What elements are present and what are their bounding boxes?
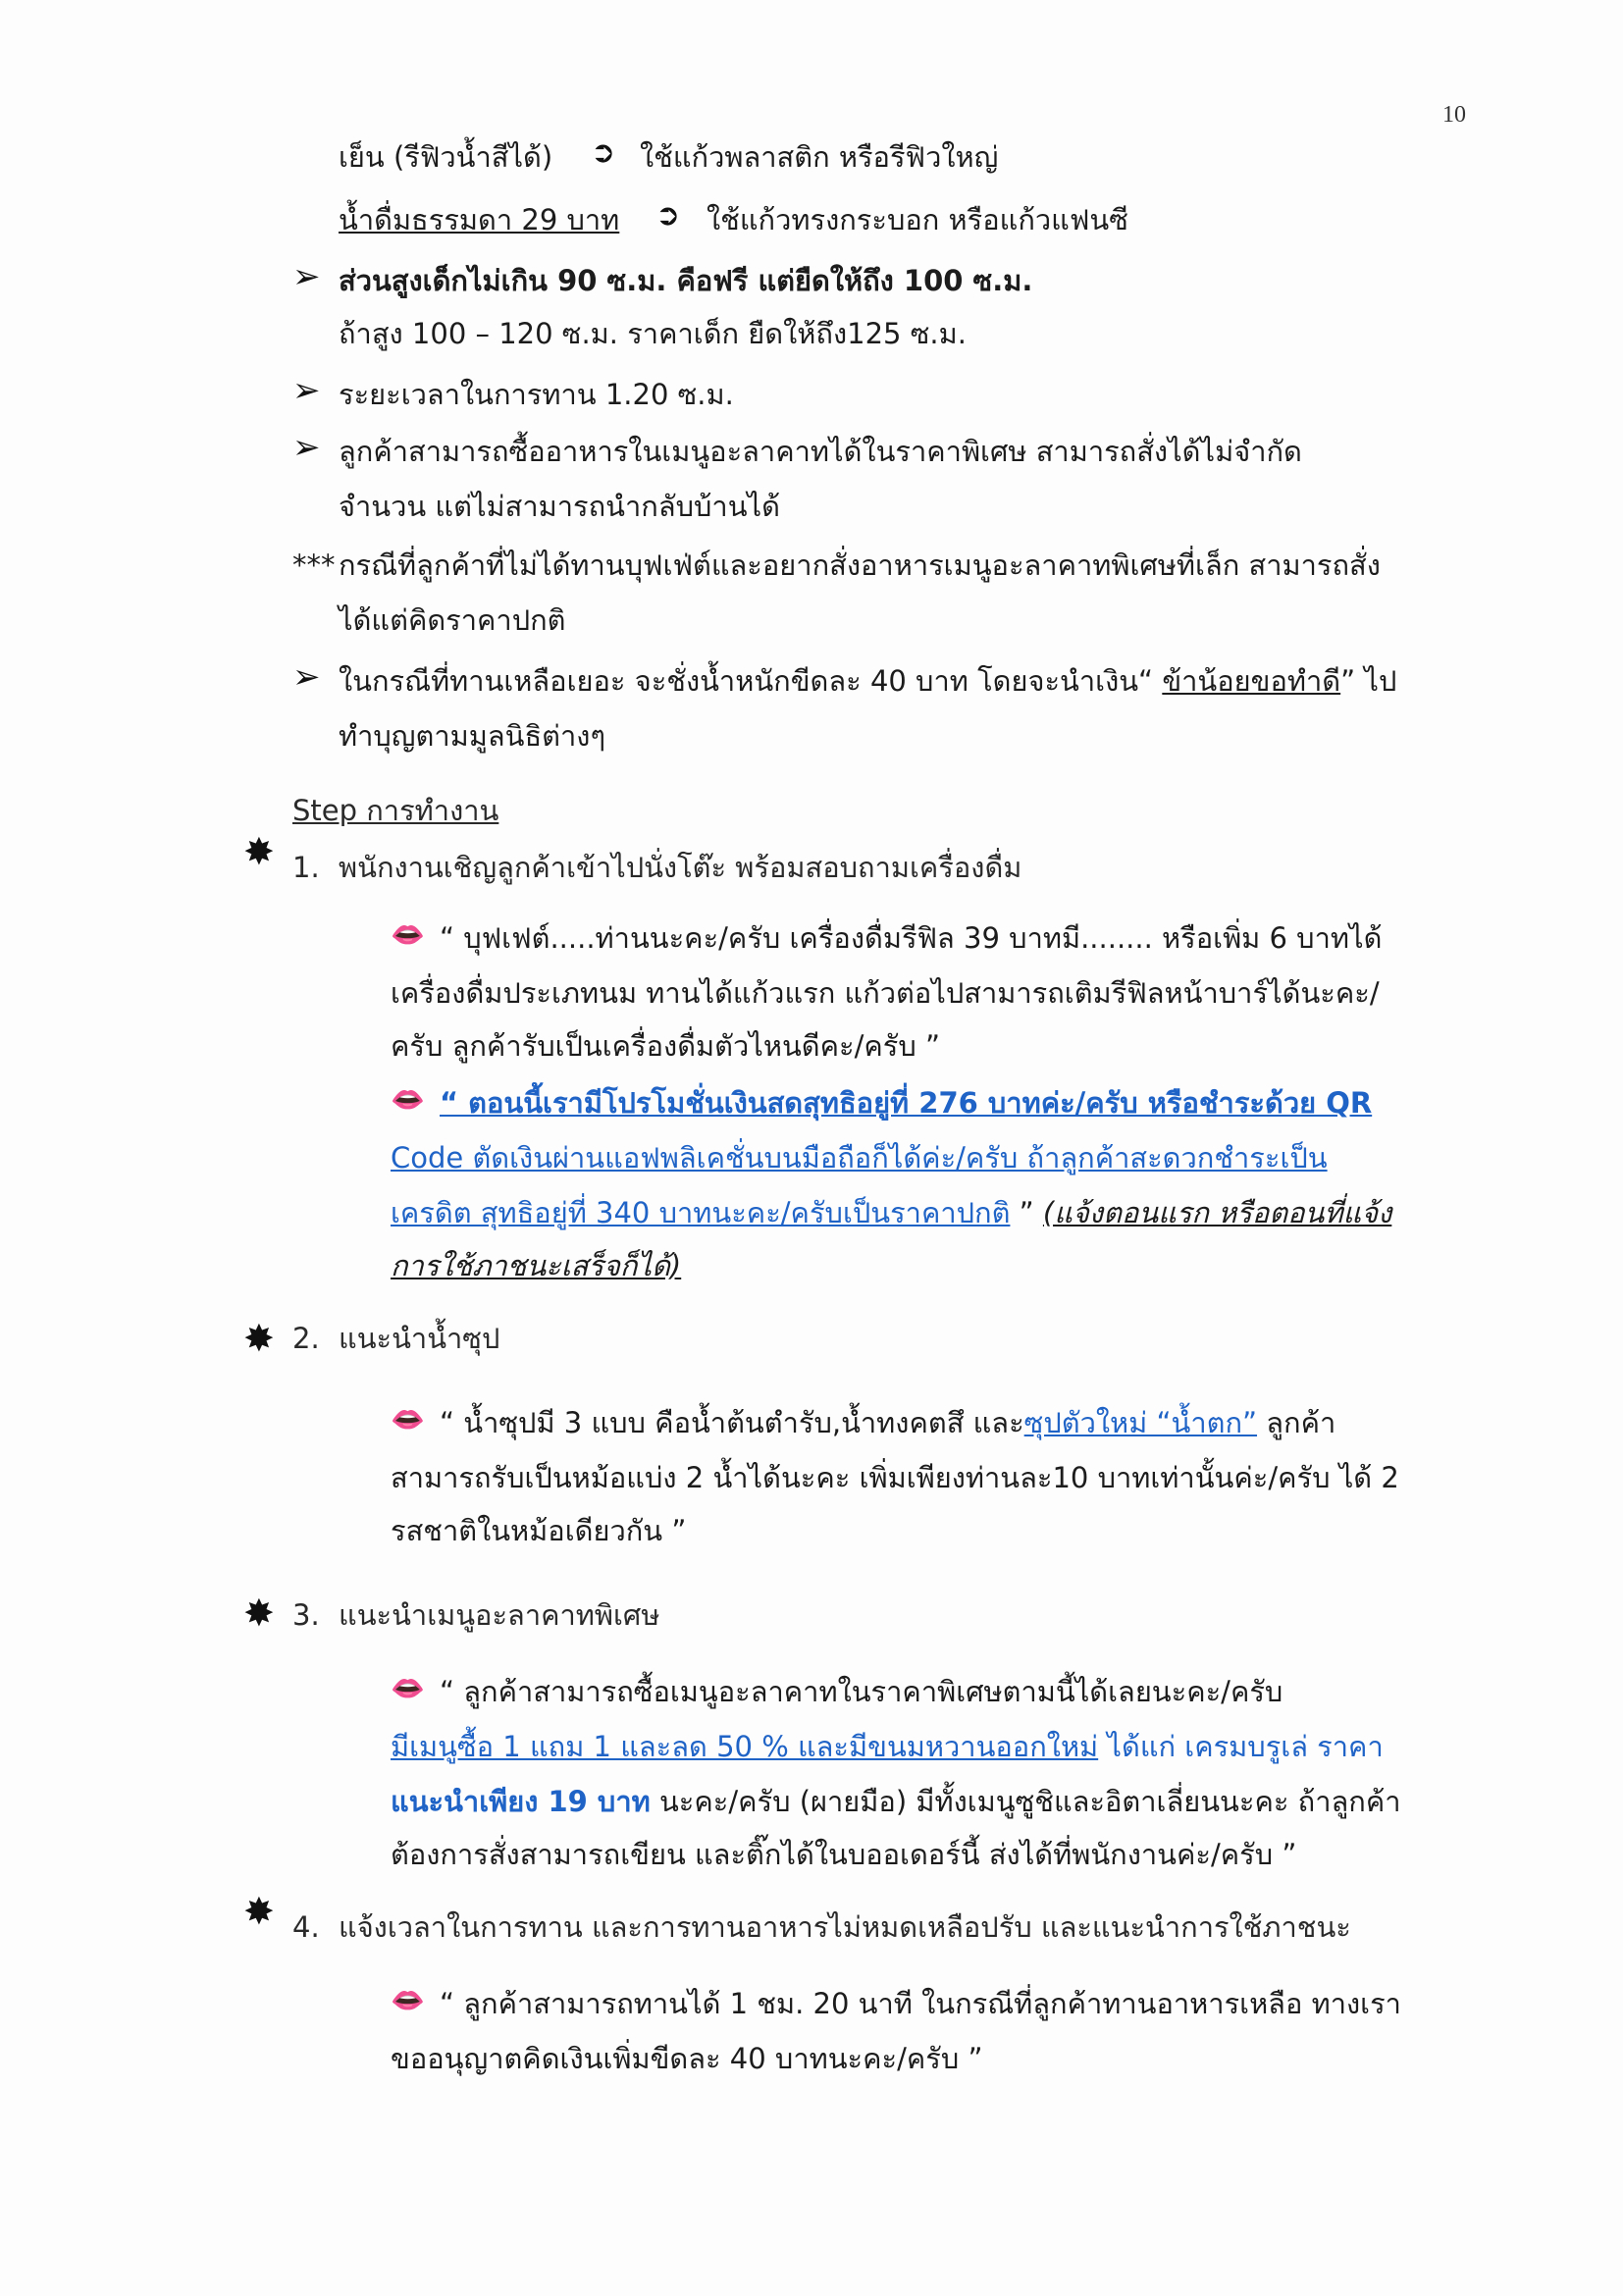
- dining-duration: ระยะเวลาในการทาน 1.20 ซ.ม.: [339, 378, 734, 411]
- step-3-script-line-1: “ ลูกค้าสามารถซื้อเมนูอะลาคาทในราคาพิเศษตามนี้ได้เลยนะคะ/ครับ: [440, 1675, 1283, 1708]
- lips-icon: 👄: [391, 1083, 425, 1116]
- leftover-end: ” ไป: [1340, 664, 1397, 698]
- step-2-number: 2.: [292, 1322, 320, 1355]
- lips-icon: 👄: [391, 1984, 425, 2016]
- bogo-promo-link: มีเมนูซื้อ 1 แถม 1 และลด 50 % และมีขนมหวานออกใหม่: [391, 1730, 1099, 1763]
- step-2-script-line-3: รสชาติในหม้อเดียวกัน ”: [391, 1514, 687, 1547]
- arrow-bullet-icon: ➢: [292, 657, 321, 697]
- non-buffet-note-2: ได้แต่คิดราคาปกติ: [339, 603, 566, 637]
- promo-timing-note-2: การใช้ภาชนะเสร็จก็ได้): [391, 1249, 682, 1282]
- non-buffet-note: กรณีที่ลูกค้าที่ไม่ได้ทานบุฟเฟ่ต์และอยากสั่งอาหารเมนูอะลาคาทพิเศษที่เล็ก สามารถสั่ง: [339, 548, 1381, 582]
- step-2-title: แนะนำน้ำซุป: [339, 1322, 500, 1355]
- promo-timing-note: (แจ้งตอนแรก หรือตอนที่แจ้ง: [1042, 1196, 1392, 1229]
- leftover-text: ในกรณีที่ทานเหลือเยอะ จะชั่งน้ำหนักขีดละ 40 บาท โดยจะนำเงิน“: [339, 664, 1163, 698]
- plain-water-result: ใช้แก้วทรงกระบอก หรือแก้วแฟนซี: [707, 203, 1128, 236]
- step-4-script-line-2: ขออนุญาตคิดเงินเพิ่มขีดละ 40 บาทนะคะ/ครับ ”: [391, 2042, 983, 2075]
- leftover-rule: [339, 661, 1396, 701]
- menu-gesture-text: นะคะ/ครับ (ผายมือ) มีทั้งเมนูซูชิและอิตาเลี่ยนนะคะ ถ้าลูกค้า: [650, 1785, 1401, 1818]
- child-height-rule: ส่วนสูงเด็กไม่เกิน 90 ซ.ม. คือฟรี แต่ยืดให้ถึง 100 ซ.ม.: [339, 264, 1033, 297]
- dessert-price-text: แนะนำเพียง 19 บาท: [391, 1785, 651, 1818]
- steps-heading: Step การทำงาน: [292, 794, 499, 827]
- cold-refill-result: ใช้แก้วพลาสติก หรือรีฟิวใหญ่: [640, 140, 999, 174]
- leftover-rule-2: ทำบุญตามมูลนิธิต่างๆ: [339, 719, 606, 753]
- step-1-script-line-3: ครับ ลูกค้ารับเป็นเครื่องดื่มตัวไหนดีคะ/ครับ ”: [391, 1029, 941, 1063]
- alacarte-rule: ลูกค้าสามารถซื้ออาหารในเมนูอะลาคาทได้ในราคาพิเศษ สามารถสั่งได้ไม่จำกัด: [339, 435, 1302, 468]
- promo-line-1: “ ตอนนี้เรามีโปรโมชั่นเงินสดสุทธิอยู่ที่ 276 บาทค่ะ/ครับ หรือชำระด้วย QR: [440, 1086, 1373, 1120]
- step-1-number: 1.: [292, 851, 320, 884]
- lips-icon: 👄: [391, 918, 425, 951]
- step-1-script-line-1: “ บุฟเฟต์.....ท่านนะคะ/ครับ เครื่องดื่มรีฟิล 39 บาทมี........ หรือเพิ่ม 6 บาทได้: [440, 921, 1383, 955]
- step-1-title: พนักงานเชิญลูกค้าเข้าไปนั่งโต๊ะ พร้อมสอบถามเครื่องดื่ม: [339, 851, 1022, 884]
- arrow-bullet-icon: ➢: [292, 428, 321, 467]
- alacarte-rule-2: จำนวน แต่ไม่สามารถนำกลับบ้านได้: [339, 490, 780, 523]
- new-soup-link: ซุปตัวใหม่ “น้ำตก”: [1023, 1406, 1258, 1439]
- charity-name-link: ข้าน้อยขอทำดี: [1162, 664, 1341, 698]
- step-4-script-line-1: “ ลูกค้าสามารถทานได้ 1 ชม. 20 นาที ในกรณีที่ลูกค้าทานอาหารเหลือ ทางเรา: [440, 1987, 1401, 2020]
- circle-arrow-icon: ➲: [655, 198, 681, 233]
- circle-arrow-icon: ➲: [591, 135, 616, 170]
- plain-water-text: น้ำดื่มธรรมดา 29 บาท: [339, 203, 620, 236]
- step-2-script-line-1: [440, 1403, 1335, 1442]
- step-4-title: แจ้งเวลาในการทาน และการทานอาหารไม่หมดเหลือปรับ และแนะนำการใช้ภาชนะ: [339, 1910, 1351, 1944]
- star-bullet-icon: ✸: [243, 1592, 275, 1635]
- step-3-script-line-3: [391, 1782, 1401, 1821]
- page-number: 10: [1442, 102, 1466, 128]
- star-bullet-icon: ✸: [243, 1890, 275, 1933]
- arrow-bullet-icon: ➢: [292, 257, 321, 296]
- star-bullet-icon: ✸: [243, 1317, 275, 1360]
- promo-line-3: [391, 1193, 1391, 1232]
- star-bullet-icon: ✸: [243, 830, 275, 873]
- lips-icon: 👄: [391, 1403, 425, 1435]
- promo-line-2: Code ตัดเงินผ่านแอฟพลิเคชั่นบนมือถือก็ได้ค่ะ/ครับ ถ้าลูกค้าสะดวกชำระเป็น: [391, 1141, 1328, 1174]
- cold-refill-text: เย็น (รีฟิวน้ำสีได้): [339, 140, 553, 174]
- step-2-script-line-2: สามารถรับเป็นหม้อแบ่ง 2 น้ำได้นะคะ เพิ่มเพียงท่านละ10 บาทเท่านั้นค่ะ/ครับ ได้ 2: [391, 1461, 1399, 1494]
- dessert-promo-text: ได้แก่ เครมบรูเล่ ราคา: [1098, 1730, 1384, 1763]
- credit-price-text: เครดิต สุทธิอยู่ที่ 340 บาทนะคะ/ครับเป็นราคาปกติ: [391, 1196, 1011, 1229]
- soup-intro-end: ลูกค้า: [1257, 1406, 1336, 1439]
- note-asterisks: ***: [292, 548, 336, 582]
- step-3-number: 3.: [292, 1598, 320, 1632]
- intro-line-cold: [339, 137, 552, 177]
- promo-close-quote: ”: [1010, 1196, 1043, 1229]
- step-4-number: 4.: [292, 1910, 320, 1944]
- arrow-bullet-icon: ➢: [292, 371, 321, 410]
- step-3-script-line-2: [391, 1727, 1384, 1766]
- step-3-title: แนะนำเมนูอะลาคาทพิเศษ: [339, 1598, 660, 1632]
- lips-icon: 👄: [391, 1672, 425, 1704]
- soup-intro-text: “ น้ำซุปมี 3 แบบ คือน้ำต้นตำรับ,น้ำทงคตสึ และ: [440, 1406, 1024, 1439]
- child-height-rule-2: ถ้าสูง 100 – 120 ซ.ม. ราคาเด็ก ยืดให้ถึง125 ซ.ม.: [339, 317, 967, 350]
- step-1-script-line-2: เครื่องดื่มประเภทนม ทานได้แก้วแรก แก้วต่อไปสามารถเติมรีฟิลหน้าบาร์ได้นะคะ/: [391, 976, 1380, 1010]
- step-3-script-line-4: ต้องการสั่งสามารถเขียน และติ๊กได้ในบออเดอร์นี้ ส่งได้ที่พนักงานค่ะ/ครับ ”: [391, 1838, 1297, 1871]
